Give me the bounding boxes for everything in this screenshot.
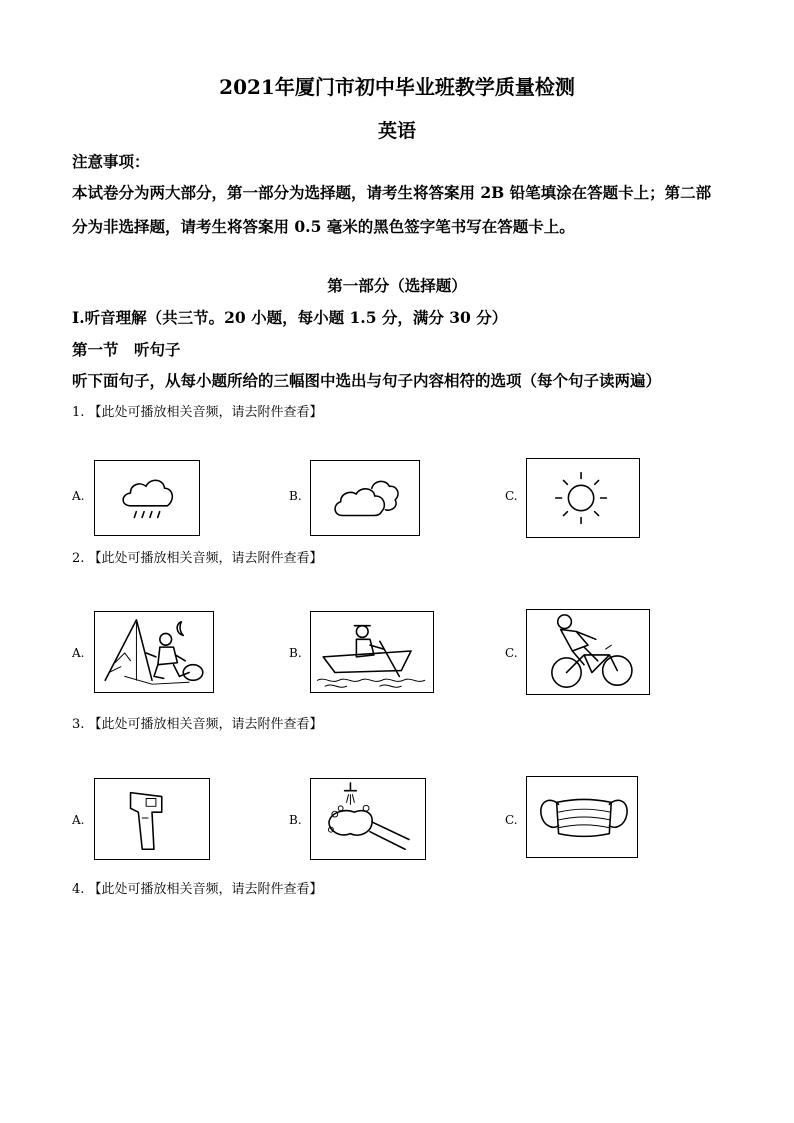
subsection-title: 第一节 听句子 xyxy=(72,340,181,359)
option-letter: C. xyxy=(505,813,518,827)
notice-line-1: 本试卷分为两大部分，第一部分为选择题，请考生将答案用 2B 铅笔填涂在答题卡上；第二部 xyxy=(72,183,712,202)
q1-option-c-image[interactable] xyxy=(526,458,640,538)
notice-line-2: 分为非选择题，请考生将答案用 0.5 毫米的黑色签字笔书写在答题卡上。 xyxy=(72,217,575,236)
q2-option-a-image[interactable] xyxy=(94,611,214,693)
question-2-label[interactable]: 2. 【此处可播放相关音频，请去附件查看】 xyxy=(72,551,323,566)
option-letter: B. xyxy=(289,813,302,827)
option-letter: B. xyxy=(289,489,302,503)
notice-body xyxy=(72,176,732,244)
cycling-icon xyxy=(527,610,649,694)
hand-washing-icon xyxy=(311,779,425,859)
rain-cloud-icon xyxy=(95,461,199,535)
instruction: 听下面句子，从每小题所给的三幅图中选出与句子内容相符的选项（每个句子读两遍） xyxy=(72,371,662,390)
q2-option-c-image[interactable] xyxy=(526,609,650,695)
option-letter: A. xyxy=(72,646,85,660)
q1-option-b-image[interactable] xyxy=(310,460,420,536)
option-letter: C. xyxy=(505,646,518,660)
q3-option-b-image[interactable] xyxy=(310,778,426,860)
question-1-label[interactable]: 1. 【此处可播放相关音频，请去附件查看】 xyxy=(72,405,323,420)
face-mask-icon xyxy=(527,777,637,857)
option-letter: B. xyxy=(289,646,302,660)
q2-option-b-image[interactable] xyxy=(310,611,434,693)
part1-heading: 第一部分（选择题） xyxy=(327,276,467,295)
notice-heading: 注意事项： xyxy=(72,152,150,171)
sun-icon xyxy=(527,459,639,537)
subject-title: 英语 xyxy=(377,120,416,142)
option-letter: A. xyxy=(72,813,85,827)
cloudy-icon xyxy=(311,461,419,535)
question-4-label[interactable]: 4. 【此处可播放相关音频，请去附件查看】 xyxy=(72,882,323,897)
question-3-label[interactable]: 3. 【此处可播放相关音频，请去附件查看】 xyxy=(72,717,323,732)
rowing-boat-icon xyxy=(311,612,433,692)
option-letter: A. xyxy=(72,489,85,503)
exam-title: 2021年厦门市初中毕业班教学质量检测 xyxy=(219,75,575,99)
q3-option-c-image[interactable] xyxy=(526,776,638,858)
section-title: I.听音理解（共三节。20 小题，每小题 1.5 分，满分 30 分） xyxy=(72,308,508,327)
q1-option-a-image[interactable] xyxy=(94,460,200,536)
camping-icon xyxy=(95,612,213,692)
q3-option-a-image[interactable] xyxy=(94,778,210,860)
option-letter: C. xyxy=(505,489,518,503)
thermometer-gun-icon xyxy=(95,779,209,859)
